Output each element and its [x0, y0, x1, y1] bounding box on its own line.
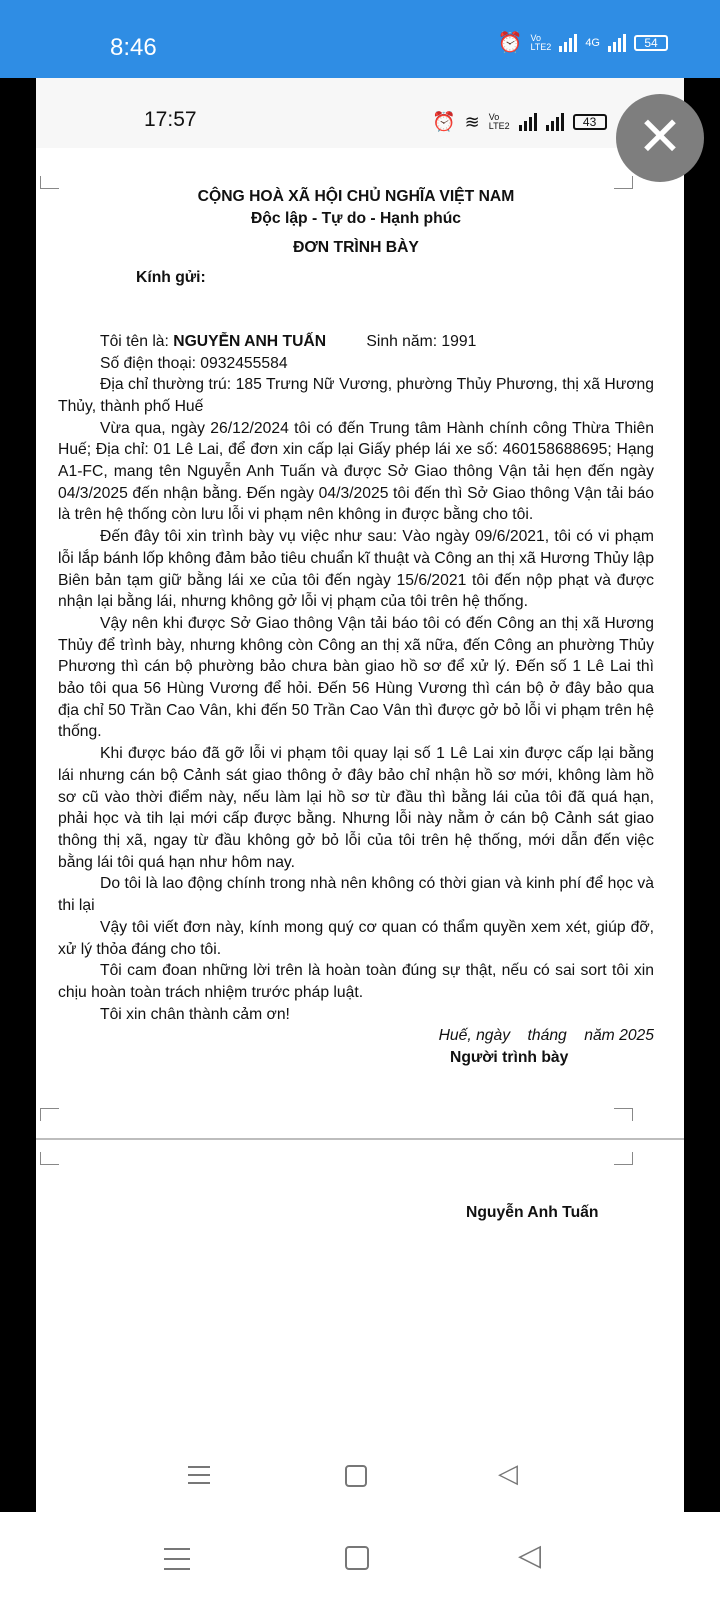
signal-icon-2: [608, 34, 626, 52]
close-icon: ✕: [637, 107, 683, 167]
national-header: CỘNG HOÀ XÃ HỘI CHỦ NGHĨA VIỆT NAM: [197, 188, 515, 205]
close-button[interactable]: [616, 94, 704, 182]
outer-status-bar: [0, 0, 720, 78]
home-button[interactable]: [345, 1546, 369, 1570]
inner-status-bar: [36, 78, 684, 148]
inner-status-icons: [432, 110, 607, 134]
signer-name: Nguyễn Anh Tuấn: [466, 1204, 599, 1221]
signal-icon-2: [546, 113, 564, 131]
paragraph-6: Vậy tôi viết đơn này, kính mong quý cơ quan có thẩm quyền xem xét, giúp đỡ, xử lý thỏa đáng cho tôi.: [58, 918, 654, 958]
outer-clock: 8:46: [110, 34, 157, 61]
paragraph-5: Do tôi là lao động chính trong nhà nên không có thời gian và kinh phí để học và thi lại: [58, 875, 654, 915]
name-line: [100, 331, 654, 353]
volte-label: Vo LTE2: [488, 112, 510, 131]
birth-year: Sinh năm: 1991: [366, 332, 477, 350]
menu-button[interactable]: [164, 1548, 190, 1570]
outer-status-icons: [498, 30, 668, 55]
letterbox-left: [0, 78, 36, 1512]
battery-icon: 54: [634, 35, 668, 51]
paragraph-8: Tôi xin chân thành cảm ơn!: [100, 1005, 290, 1023]
paragraph-7: Tôi cam đoan những lời trên là hoàn toàn đúng sự thật, nếu có sai sort tôi xin chịu hoàn toàn trách nhiệm trước pháp luật.: [58, 962, 654, 1001]
page-corner-mark: [614, 1108, 633, 1121]
page-corner-mark: [614, 1152, 633, 1165]
page-corner-mark: [40, 1152, 59, 1165]
applicant-name: NGUYỄN ANH TUẤN: [173, 332, 327, 350]
letterbox-right: [684, 78, 720, 1512]
motto: Độc lập - Tự do - Hạnh phúc: [250, 209, 462, 227]
menu-icon: [188, 1466, 210, 1484]
back-button[interactable]: ◁: [518, 1539, 542, 1572]
volte-label: Vo LTE2: [530, 32, 552, 52]
paragraph-2: Đến đây tôi xin trình bày vụ việc như sau: Vào ngày 09/6/2021, tôi có vi phạm lỗi lắp bánh lốp không đảm bảo tiêu chuẩn kĩ thuật và Công an thị xã Hương Thủy lập Biên bản tạm giữ bằng lái xe của tôi đến ngày 15/6/2021 tôi đến nộp phạt và được nhận lại bằng lái, nhưng không gở lỗi vị phạm của tôi trên hệ thống.: [58, 528, 654, 611]
paragraph-4: Khi được báo đã gỡ lỗi vi phạm tôi quay lại số 1 Lê Lai xin được cấp lại bằng lái nhưng cán bộ Cảnh sát giao thông ở đây bảo chỉ nhận hồ sơ mới, không làm hồ sơ cũ vào thời điểm này, nếu làm lại hồ sơ từ đầu thì bằng lái của tôi đã quá hạn, phải học và tih lại mới cấp được bằng. Nhưng lỗi này nằm ở cán bộ Cảnh sát giao thông thị xã, ngay từ đầu không gở bỏ lỗi của tôi trên hệ thống, mới dẫn đến việc bằng lái tôi quá hạn như hôm nay.: [58, 745, 654, 871]
document-body: [58, 186, 654, 1069]
date-line: Huế, ngày tháng năm 2025: [438, 1027, 654, 1045]
alarm-clock-icon: ⏰: [432, 112, 456, 133]
page-separator: [36, 1138, 684, 1140]
back-icon: ◁: [498, 1458, 518, 1488]
paragraph-3: Vậy nên khi được Sở Giao thông Vận tải báo tôi có đến Công an thị xã Hương Thủy để trình bày, nhưng không còn Công an thị xã nữa, đến Công an phường Thủy Phương thì cán bộ phường bảo chưa bàn giao hồ sơ để xử lý. Đến số 1 Lê Lai thì bảo tôi qua 56 Hùng Vương để hỏi. Đến 56 Hùng Vương thì cán bộ ở đây bảo qua địa chỉ 50 Trần Cao Vân, khi đến 50 Trần Cao Vân thì được gở bỏ lỗi vi phạm trên hệ thống.: [58, 614, 654, 741]
page-corner-mark: [40, 176, 59, 189]
recipient-label: Kính gửi:: [136, 269, 206, 287]
navigation-bar: [0, 1512, 720, 1600]
wifi-icon: ≋: [464, 111, 480, 132]
signal-icon: [519, 113, 537, 131]
paragraph-1: Vừa qua, ngày 26/12/2024 tôi có đến Trung tâm Hành chính công Thừa Thiên Huế; Địa chỉ: 01 Lê Lai, để đơn xin cấp lại Giấy phép lái xe số: 460158688695; Hạng A1-FC, mang tên Nguyễn Anh Tuấn và được Sở Giao thông Vận tải hẹn đến ngày 04/3/2025 đến nhận bằng. Đến ngày 04/3/2025 tôi đến thì Sở Giao thông Vận tải báo là trên hệ thống còn lưu lỗi vi phạm nên không in được bằng cho tôi.: [58, 419, 654, 524]
document-title: ĐƠN TRÌNH BÀY: [293, 239, 419, 257]
screenshot-preview: [36, 78, 684, 1512]
alarm-clock-icon: ⏰: [497, 32, 523, 54]
page-corner-mark: [40, 1108, 59, 1121]
home-icon: [345, 1465, 367, 1487]
address-line: Địa chỉ thường trú: 185 Trưng Nữ Vương, phường Thủy Phương, thị xã Hương Thủy, thành phố Huế: [58, 376, 654, 415]
battery-icon: 43: [573, 114, 607, 130]
name-label: Tôi tên là:: [100, 332, 174, 350]
signer-label: Người trình bày: [450, 1049, 569, 1067]
phone-line: Số điện thoại: 0932455584: [100, 354, 288, 372]
network-type-label: 4G: [585, 36, 600, 49]
signal-icon: [559, 34, 577, 52]
inner-clock: 17:57: [144, 108, 197, 131]
inner-navigation-bar: [36, 1450, 684, 1500]
